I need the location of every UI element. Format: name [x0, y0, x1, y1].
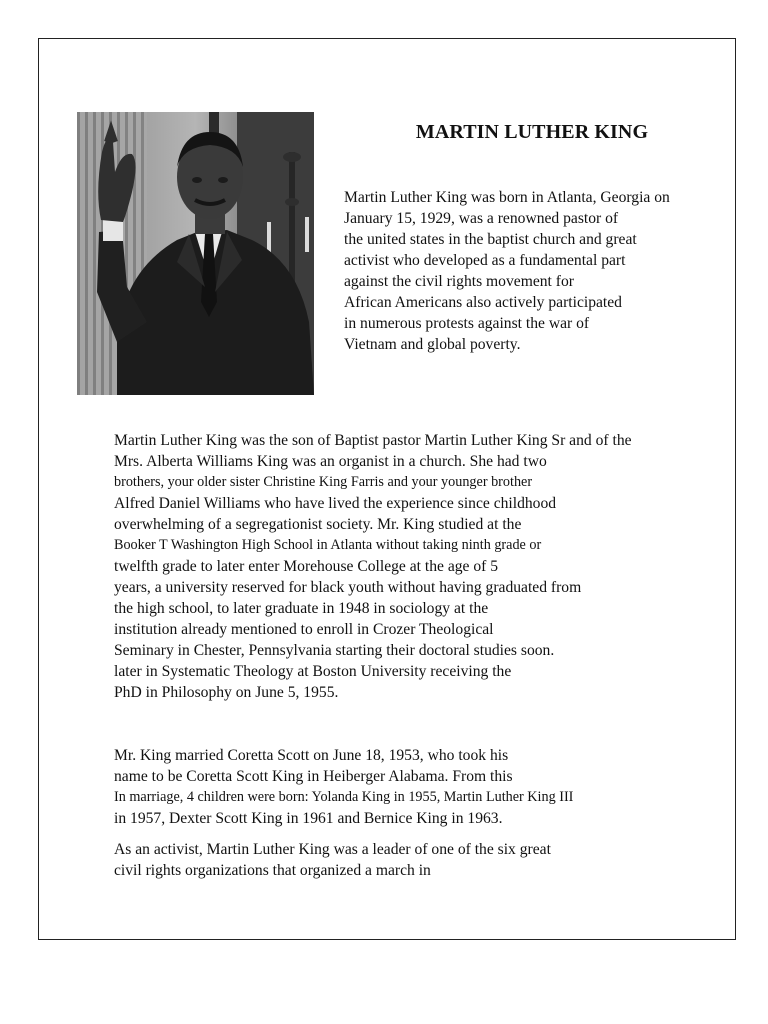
- intro-line: Martin Luther King was born in Atlanta, Georgia on: [344, 189, 670, 206]
- bio-line: later in Systematic Theology at Boston University receiving the: [114, 663, 512, 680]
- bio-line: the high school, to later graduate in 1948 in sociology at the: [114, 600, 489, 617]
- intro-line: Vietnam and global poverty.: [344, 336, 521, 353]
- bio-line: Alfred Daniel Williams who have lived the experience since childhood: [114, 495, 557, 512]
- activist-line: civil rights organizations that organized a march in: [114, 862, 431, 879]
- intro-line: African Americans also actively participated: [344, 294, 622, 311]
- bio-line: Martin Luther King was the son of Baptist pastor Martin Luther King Sr and of the: [114, 432, 632, 449]
- marriage-line: In marriage, 4 children were born: Yolanda King in 1955, Martin Luther King III: [114, 789, 574, 805]
- bio-line: institution already mentioned to enroll in Crozer Theological: [114, 621, 494, 638]
- intro-line: against the civil rights movement for: [344, 273, 574, 290]
- marriage-line: name to be Coretta Scott King in Heiberger Alabama. From this: [114, 768, 513, 785]
- bio-line: PhD in Philosophy on June 5, 1955.: [114, 684, 339, 701]
- portrait-photo: [77, 112, 314, 395]
- bio-line: Mrs. Alberta Williams King was an organist in a church. She had two: [114, 453, 547, 470]
- intro-line: the united states in the baptist church and great: [344, 231, 637, 248]
- marriage-line: Mr. King married Coretta Scott on June 18, 1953, who took his: [114, 747, 509, 764]
- intro-line: January 15, 1929, was a renowned pastor of: [344, 210, 619, 227]
- intro-line: in numerous protests against the war of: [344, 315, 590, 332]
- bio-line: twelfth grade to later enter Morehouse College at the age of 5: [114, 558, 499, 575]
- bio-line: years, a university reserved for black youth without having graduated from: [114, 579, 582, 596]
- bio-line: overwhelming of a segregationist society. Mr. King studied at the: [114, 516, 522, 533]
- marriage-line: in 1957, Dexter Scott King in 1961 and Bernice King in 1963.: [114, 810, 503, 827]
- activist-line: As an activist, Martin Luther King was a leader of one of the six great: [114, 841, 551, 858]
- bio-line: brothers, your older sister Christine King Farris and your younger brother: [114, 474, 533, 490]
- bio-line: Seminary in Chester, Pennsylvania starting their doctoral studies soon.: [114, 642, 555, 659]
- bio-line: Booker T Washington High School in Atlanta without taking ninth grade or: [114, 537, 542, 553]
- intro-line: activist who developed as a fundamental part: [344, 252, 626, 269]
- page-title: MARTIN LUTHER KING: [415, 121, 649, 143]
- portrait-photo-art: [77, 112, 314, 395]
